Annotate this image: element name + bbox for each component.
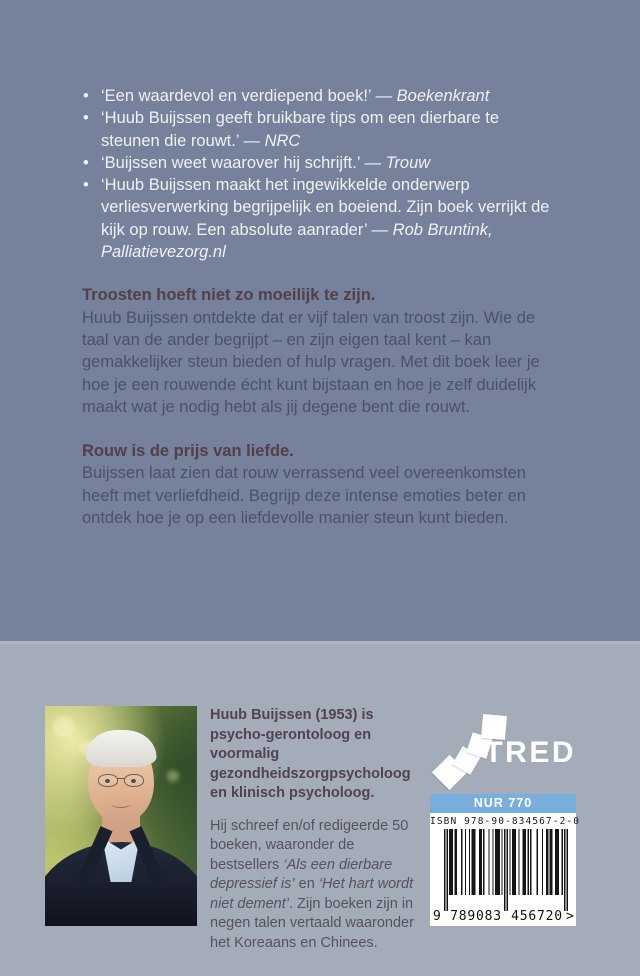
photo-glasses-lens	[124, 774, 144, 787]
ean-digit-group: 789083	[450, 909, 502, 924]
section-heading: Troosten hoeft niet zo moeilijk te zijn.	[82, 286, 376, 305]
ean-digit-tail: >	[566, 909, 575, 924]
press-quote	[82, 174, 560, 263]
bio-text: Hij schreef en/of redigeerde 50 boeken, waaronder de bestsellers	[210, 817, 409, 873]
author-bio	[210, 706, 426, 953]
quote-text: ‘Een waardevol en verdiepend boek!’	[101, 87, 376, 105]
quote-text: ‘Buijssen weet waarover hij schrijft.’	[101, 153, 365, 172]
book-title: ‘Als een dierbare depressief is’	[210, 856, 393, 892]
section-heading: Rouw is de prijs van liefde.	[82, 442, 294, 461]
photo-bokeh	[167, 770, 179, 782]
quote-attribution: — Rob Bruntink, Palliatievezorg.nl	[101, 220, 493, 262]
ean-digits	[430, 909, 576, 924]
isbn-barcode	[430, 813, 581, 926]
author-photo	[45, 706, 197, 926]
quote-text: ‘Huub Buijssen geeft bruikbare tips om een dierbare te steunen die rouwt.’	[101, 109, 500, 150]
description-section	[82, 284, 560, 418]
press-quote	[82, 152, 560, 174]
photo-glasses	[93, 774, 149, 789]
author-bio-details	[210, 817, 426, 954]
ean-digit-lead: 9	[433, 909, 442, 924]
press-quotes-list	[82, 85, 560, 263]
press-quote	[82, 85, 560, 107]
isbn-label: ISBN 978-90-834567-2-0	[430, 816, 581, 827]
colophon-section	[0, 641, 640, 976]
publisher-name: TRED	[484, 736, 576, 769]
quote-text: ‘Huub Buijssen maakt het ingewikkelde onderwerp verliesverwerking begrijpelijk en boeiend. Zijn boek verrijkt de kijk op rouw. Een absolute aanrader’	[101, 176, 550, 239]
photo-hair	[86, 730, 157, 767]
photo-smile	[111, 799, 131, 808]
section-body: Buijssen laat zien dat rouw verrassend veel overeenkomsten heeft met verliefdheid. Begrijp deze intense emoties beter en ontdek hoe je op een liefdevolle manier steun kunt bieden.	[82, 464, 526, 528]
author-bio-lead: Huub Buijssen (1953) is psycho-gerontoloog en voormalig gezondheidszorgpsycholoog en klinisch psycholoog.	[210, 707, 411, 801]
publisher-logo	[430, 706, 576, 786]
quote-attribution: — NRC	[243, 131, 301, 150]
ean-digit-group: 456720	[511, 909, 563, 924]
description-sections	[82, 284, 580, 529]
book-title: ‘Het hart wordt niet dement’	[210, 876, 414, 912]
ean-barcode-bars	[444, 829, 568, 911]
photo-glasses-lens	[98, 774, 118, 787]
section-body: Huub Buijssen ontdekte dat er vijf talen van troost zijn. Wie de taal van de ander begrijpt – en zijn eigen taal kent – kan gemakkelijker steun bieden of hulp vragen. Met dit boek leer je hoe je een rouwende écht kunt bijstaan en hoe je zelf duidelijk maakt wat je nodig hebt als jij degene bent die rouwt.	[82, 308, 540, 416]
bio-text: en	[294, 876, 319, 892]
description-section	[82, 440, 560, 529]
quote-attribution: — Trouw	[364, 153, 431, 172]
photo-bokeh	[53, 716, 75, 738]
publisher-column	[430, 706, 581, 926]
bio-text: . Zijn boeken zijn in negen talen vertaald waaronder het Koreaans en Chinees.	[210, 895, 414, 951]
press-quote	[82, 107, 560, 152]
nur-badge: NUR 770	[430, 794, 576, 813]
quote-attribution: — Boekenkrant	[375, 87, 490, 105]
